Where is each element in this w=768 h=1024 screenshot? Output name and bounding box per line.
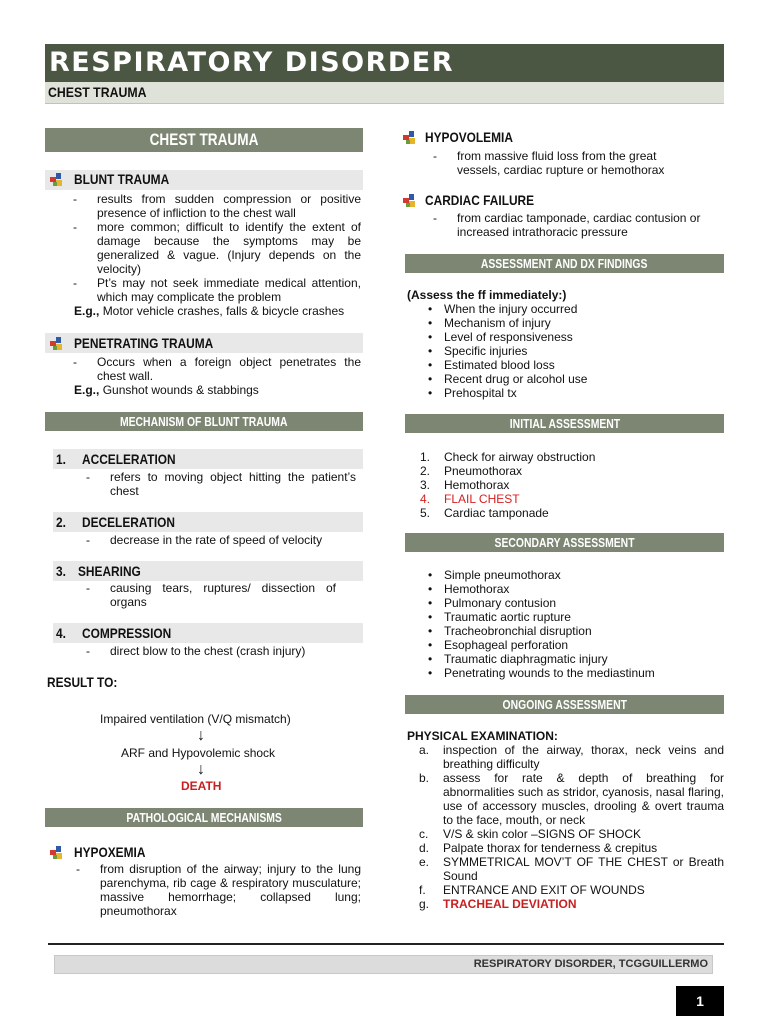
list-item: - Pt’s may not seek immediate medical attention, which may complicate the problem xyxy=(73,276,361,304)
footer-text: RESPIRATORY DISORDER, TCGGUILLERMO xyxy=(473,958,708,970)
list-item: - direct blow to the chest (crash injury) xyxy=(86,644,356,658)
penetrating-example: E.g., Gunshot wounds & stabbings xyxy=(74,383,259,397)
list-item: 4. FLAIL CHEST xyxy=(420,492,520,506)
list-item: f. ENTRANCE AND EXIT OF WOUNDS xyxy=(419,883,645,897)
list-item: • Esophageal perforation xyxy=(420,638,710,652)
bullet-icon xyxy=(403,194,416,207)
section-ongoing: ONGOING ASSESSMENT xyxy=(405,695,724,714)
list-item: • Prehospital tx xyxy=(420,386,710,400)
mechanism-num-1: 1. xyxy=(56,451,66,467)
cardiac-failure-desc xyxy=(433,211,723,239)
list-item: • Estimated blood loss xyxy=(420,358,710,372)
list-item: - from cardiac tamponade, cardiac contusion or increased intrathoracic pressure xyxy=(433,211,723,239)
bullet-icon xyxy=(50,173,63,186)
list-item: - more common; difficult to identify the extent of damage because the symptoms may be generalized & vague. (Injury depends on the velocity) xyxy=(73,220,361,276)
mechanism-shearing: SHEARING xyxy=(78,563,141,579)
list-item: 3. Hemothorax xyxy=(420,478,510,492)
mechanism-compression: COMPRESSION xyxy=(82,625,172,641)
list-item: 1. Check for airway obstruction xyxy=(420,450,596,464)
section-secondary: SECONDARY ASSESSMENT xyxy=(405,533,724,552)
mechanism-num-2: 2. xyxy=(56,514,66,530)
list-item: • Recent drug or alcohol use xyxy=(420,372,710,386)
blunt-trauma-list xyxy=(73,192,361,304)
section-assessment: ASSESSMENT AND DX FINDINGS xyxy=(405,254,724,273)
deceleration-desc xyxy=(86,533,356,547)
mechanism-num-3: 3. xyxy=(56,563,66,579)
section-chest-trauma: CHEST TRAUMA xyxy=(45,128,363,152)
bullet-icon xyxy=(403,131,416,144)
list-item: - causing tears, ruptures/ dissection of organs xyxy=(86,581,336,609)
section-initial: INITIAL ASSESSMENT xyxy=(405,414,724,433)
list-item: - Occurs when a foreign object penetrates the chest wall. xyxy=(73,355,361,383)
section-pathological: PATHOLOGICAL MECHANISMS xyxy=(45,808,363,827)
list-item: 5. Cardiac tamponade xyxy=(420,506,549,520)
page-number: 1 xyxy=(676,986,724,1016)
list-item: • When the injury occurred xyxy=(420,302,710,316)
blunt-trauma-title: BLUNT TRAUMA xyxy=(74,171,170,187)
list-item: b. assess for rate & depth of breathing for abnormalities such as stridor, cyanosis, nasal flaring, use of accessory muscles, drooling & overt trauma to the face, mouth, or neck xyxy=(419,771,724,827)
list-item: d. Palpate thorax for tenderness & crepitus xyxy=(419,841,658,855)
initial-list xyxy=(420,450,710,520)
list-item: a. inspection of the airway, thorax, neck veins and breathing difficulty xyxy=(419,743,724,771)
list-item: • Traumatic aortic rupture xyxy=(420,610,710,624)
bullet-icon xyxy=(50,337,63,350)
result-step-2: ARF and Hypovolemic shock xyxy=(121,746,276,760)
list-item: - decrease in the rate of speed of velocity xyxy=(86,533,356,547)
list-item: • Tracheobronchial disruption xyxy=(420,624,710,638)
subtitle-bar xyxy=(45,82,724,104)
compression-desc xyxy=(86,644,356,658)
result-step-3: DEATH xyxy=(181,779,222,793)
secondary-list xyxy=(420,568,710,680)
blunt-example: E.g., Motor vehicle crashes, falls & bicycle crashes xyxy=(74,304,345,318)
list-item: • Simple pneumothorax xyxy=(420,568,710,582)
list-item: c. V/S & skin color –SIGNS OF SHOCK xyxy=(419,827,642,841)
list-item: - refers to moving object hitting the patient’s chest xyxy=(86,470,356,498)
cardiac-failure-title: CARDIAC FAILURE xyxy=(425,192,535,208)
physical-exam-label: PHYSICAL EXAMINATION: xyxy=(407,729,558,743)
hypoxemia-title: HYPOXEMIA xyxy=(74,844,146,860)
list-item: g. TRACHEAL DEVIATION xyxy=(419,897,577,911)
list-item: - from massive fluid loss from the great vessels, cardiac rupture or hemothorax xyxy=(433,149,693,177)
list-item: e. SYMMETRICAL MOV’T OF THE CHEST or Breath Sound xyxy=(419,855,724,883)
list-item: - results from sudden compression or positive presence of infliction to the chest wall xyxy=(73,192,361,220)
result-label: RESULT TO: xyxy=(47,674,118,690)
footer-bar xyxy=(54,955,713,974)
shearing-desc xyxy=(86,581,336,609)
page-subtitle: CHEST TRAUMA xyxy=(48,84,147,100)
arrow-down-icon: ↓ xyxy=(197,727,205,744)
hypovolemia-desc xyxy=(433,149,693,177)
list-item: • Level of responsiveness xyxy=(420,330,710,344)
physical-exam-list xyxy=(419,743,724,911)
list-item: • Traumatic diaphragmatic injury xyxy=(420,652,710,666)
mechanism-num-4: 4. xyxy=(56,625,66,641)
list-item: • Hemothorax xyxy=(420,582,710,596)
list-item: • Specific injuries xyxy=(420,344,710,358)
penetrating-trauma-title: PENETRATING TRAUMA xyxy=(74,335,214,351)
arrow-down-icon: ↓ xyxy=(197,761,205,778)
list-item: - from disruption of the airway; injury to the lung parenchyma, rib cage & respiratory musculature; massive hemorrhage; collapsed lung; pneumothorax xyxy=(76,862,361,918)
mechanism-acceleration: ACCELERATION xyxy=(82,451,176,467)
bullet-icon xyxy=(50,846,63,859)
footer-divider xyxy=(48,943,724,945)
result-step-1: Impaired ventilation (V/Q mismatch) xyxy=(100,712,291,726)
hypoxemia-desc xyxy=(76,862,361,918)
assessment-intro: (Assess the ff immediately:) xyxy=(407,288,567,302)
list-item: • Pulmonary contusion xyxy=(420,596,710,610)
list-item: • Penetrating wounds to the mediastinum xyxy=(420,666,710,680)
title-bar xyxy=(45,44,724,82)
penetrating-trauma-list xyxy=(73,355,361,383)
hypovolemia-title: HYPOVOLEMIA xyxy=(425,129,513,145)
list-item: • Mechanism of injury xyxy=(420,316,710,330)
list-item: 2. Pneumothorax xyxy=(420,464,523,478)
acceleration-desc xyxy=(86,470,356,498)
assessment-list xyxy=(420,302,710,400)
mechanism-deceleration: DECELERATION xyxy=(82,514,176,530)
page-title: RESPIRATORY DISORDER xyxy=(49,47,455,78)
section-mechanism: MECHANISM OF BLUNT TRAUMA xyxy=(45,412,363,431)
